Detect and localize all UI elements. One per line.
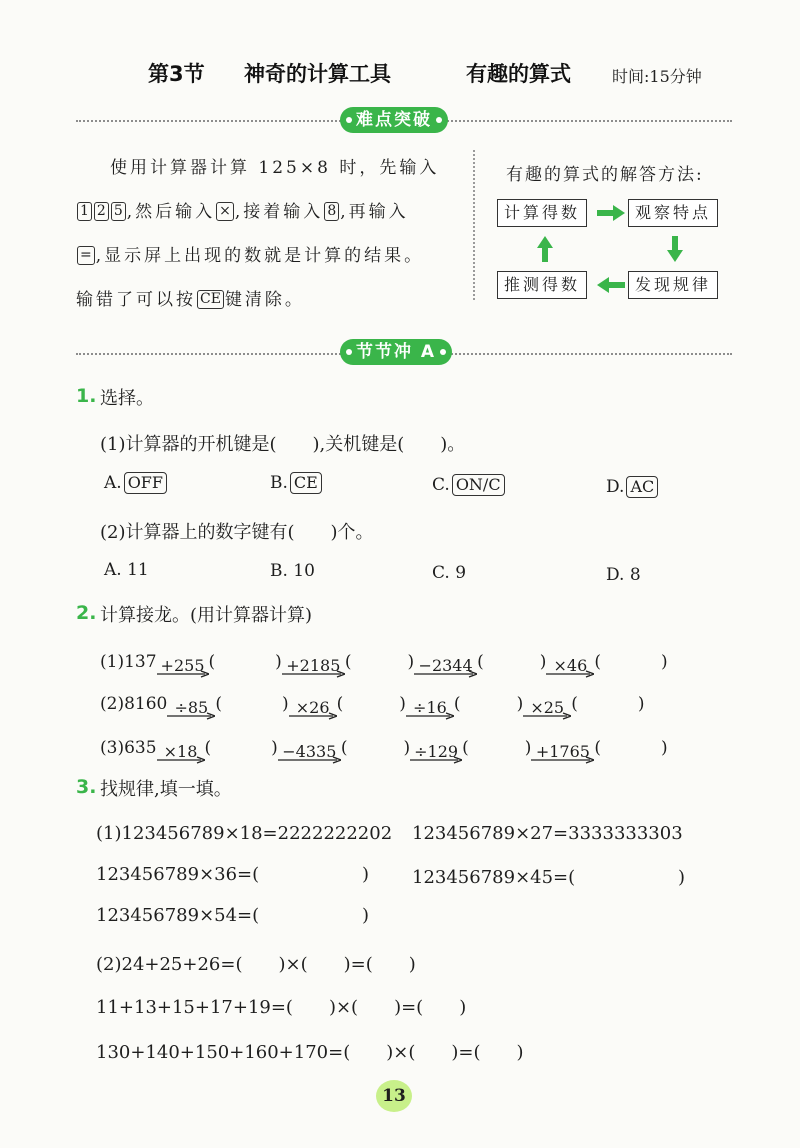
answer-blank[interactable]: ( ) [477,652,547,672]
answer-blank[interactable]: ( ) [204,738,278,758]
intro-line-4 [76,278,460,322]
q3-line-6[interactable]: 130+140+150+160+170=( )×( )=( ) [96,1042,524,1063]
section-a-banner: 节节冲 A [340,339,452,365]
q1-option-b[interactable]: B. CE [270,472,322,494]
answer-blank[interactable]: ( ) [462,738,532,758]
arrow-left-icon [597,277,625,293]
chain-operation [157,654,209,678]
arrow-up-icon [537,236,553,262]
operation-label: ×46 [553,656,588,675]
calc-chain-row [100,738,668,764]
q1-p2-option-d[interactable]: D. 8 [606,565,641,585]
intro-text-b: ,接着输入 [234,202,324,222]
q1-option-d[interactable]: D. AC [606,476,658,498]
q3-title: 找规律,填一填。 [100,779,232,800]
operation-label: ×26 [295,698,330,717]
operation-label: ÷16 [413,698,447,717]
vertical-divider [473,150,475,300]
q3-line-2b[interactable]: 123456789×45=( [412,867,576,888]
answer-blank[interactable]: ( ) [336,694,406,714]
key-5: 5 [111,202,126,221]
chain-operation [282,654,345,678]
chain-operation [523,696,571,720]
key-equals: = [77,246,95,265]
operation-label: −4335 [282,742,337,761]
q3-line-5[interactable]: 11+13+15+17+19=( )×( )=( ) [96,997,467,1018]
answer-blank[interactable]: ( ) [208,652,282,672]
intro-text-c: ,再输入 [340,202,409,222]
chain-operation [414,654,477,678]
q3-line-1b: 123456789×27=3333333303 [412,823,683,844]
answer-blank[interactable]: ( ) [594,652,668,672]
q1-option-c[interactable]: C. ON/C [432,474,505,496]
q1-part1: (1)计算器的开机键是( ),关机键是( )。 [100,434,466,455]
arrow-right-icon [597,205,625,221]
ce-key: CE [290,472,322,494]
q3-line-1a: (1)123456789×18=2222222202 [96,823,393,844]
arrow-down-icon [667,236,683,262]
chain-operation [157,740,205,764]
intro-text-a: ,然后输入 [126,202,216,222]
flow-step-infer: 推测得数 [497,271,587,299]
intro-text-e: 输错了可以按 [76,290,196,310]
flow-step-calculate: 计算得数 [497,199,587,227]
q1-option-a[interactable]: A. OFF [104,472,167,494]
q3-line-4[interactable]: (2)24+25+26=( )×( )=( ) [96,954,416,975]
operation-label: −2344 [418,656,473,675]
section-topic-2: 有趣的算式 [466,62,571,86]
time-limit: 时间:15分钟 [612,67,702,86]
chain-start: (1)137 [100,652,157,672]
q1-number: 1. [76,385,97,407]
intro-line-2 [76,190,460,234]
answer-blank[interactable]: ( ) [344,652,415,672]
q1-p2-option-c[interactable]: C. 9 [432,563,467,583]
key-multiply: × [216,202,234,221]
chain-operation [410,740,462,764]
flow-title: 有趣的算式的解答方法: [506,165,704,185]
onc-key: ON/C [452,474,505,496]
chain-operation [167,696,215,720]
q1-part2: (2)计算器上的数字键有( )个。 [100,522,374,543]
page-number: 13 [376,1080,412,1112]
chain-operation [289,696,337,720]
key-8: 8 [324,202,339,221]
q1-p2-option-b[interactable]: B. 10 [270,561,315,581]
q1-title: 选择。 [100,388,154,409]
section-number: 第3节 [148,62,205,86]
difficulty-banner: 难点突破 [340,107,448,133]
answer-blank[interactable]: ( ) [215,694,289,714]
answer-blank[interactable]: ( ) [453,694,524,714]
chain-operation [531,740,594,764]
q3-line-3[interactable]: 123456789×54=( [96,905,260,926]
section-topic: 神奇的计算工具 [244,62,391,86]
intro-line-1: 使用计算器计算 125×8 时，先输入 [110,158,440,178]
q2-number: 2. [76,602,97,624]
answer-blank[interactable]: ( ) [594,738,668,758]
operation-label: ×25 [530,698,565,717]
intro-line-3 [76,234,460,278]
intro-text-d: ,显示屏上出现的数就是计算的结果。 [95,246,425,266]
flow-step-observe: 观察特点 [628,199,718,227]
ac-key: AC [626,476,658,498]
q3-line-2a[interactable]: 123456789×36=( [96,864,260,885]
operation-label: +255 [160,656,205,675]
chain-operation [546,654,594,678]
flow-step-discover: 发现规律 [628,271,718,299]
calc-chain-row [100,694,644,720]
answer-blank[interactable]: ( ) [571,694,645,714]
q3-rparen-3: ) [362,905,370,926]
chain-start: (2)8160 [100,694,168,714]
key-ce: CE [197,290,224,309]
key-2: 2 [94,202,109,221]
answer-blank[interactable]: ( ) [340,738,411,758]
chain-operation [278,740,341,764]
intro-text [76,146,460,322]
off-key: OFF [124,472,167,494]
q3-number: 3. [76,776,97,798]
chain-start: (3)635 [100,738,157,758]
key-1: 1 [77,202,92,221]
calc-chain-row [100,652,668,678]
chain-operation [406,696,454,720]
operation-label: +2185 [286,656,341,675]
q1-p2-option-a[interactable]: A. 11 [104,560,149,580]
operation-label: ÷129 [414,742,459,761]
intro-text-f: 键清除。 [224,290,305,310]
q2-title: 计算接龙。(用计算器计算) [100,605,313,626]
operation-label: +1765 [535,742,590,761]
q3-rparen-1: ) [362,864,370,885]
operation-label: ×18 [163,742,198,761]
q3-rparen-2: ) [678,867,686,888]
operation-label: ÷85 [174,698,209,717]
